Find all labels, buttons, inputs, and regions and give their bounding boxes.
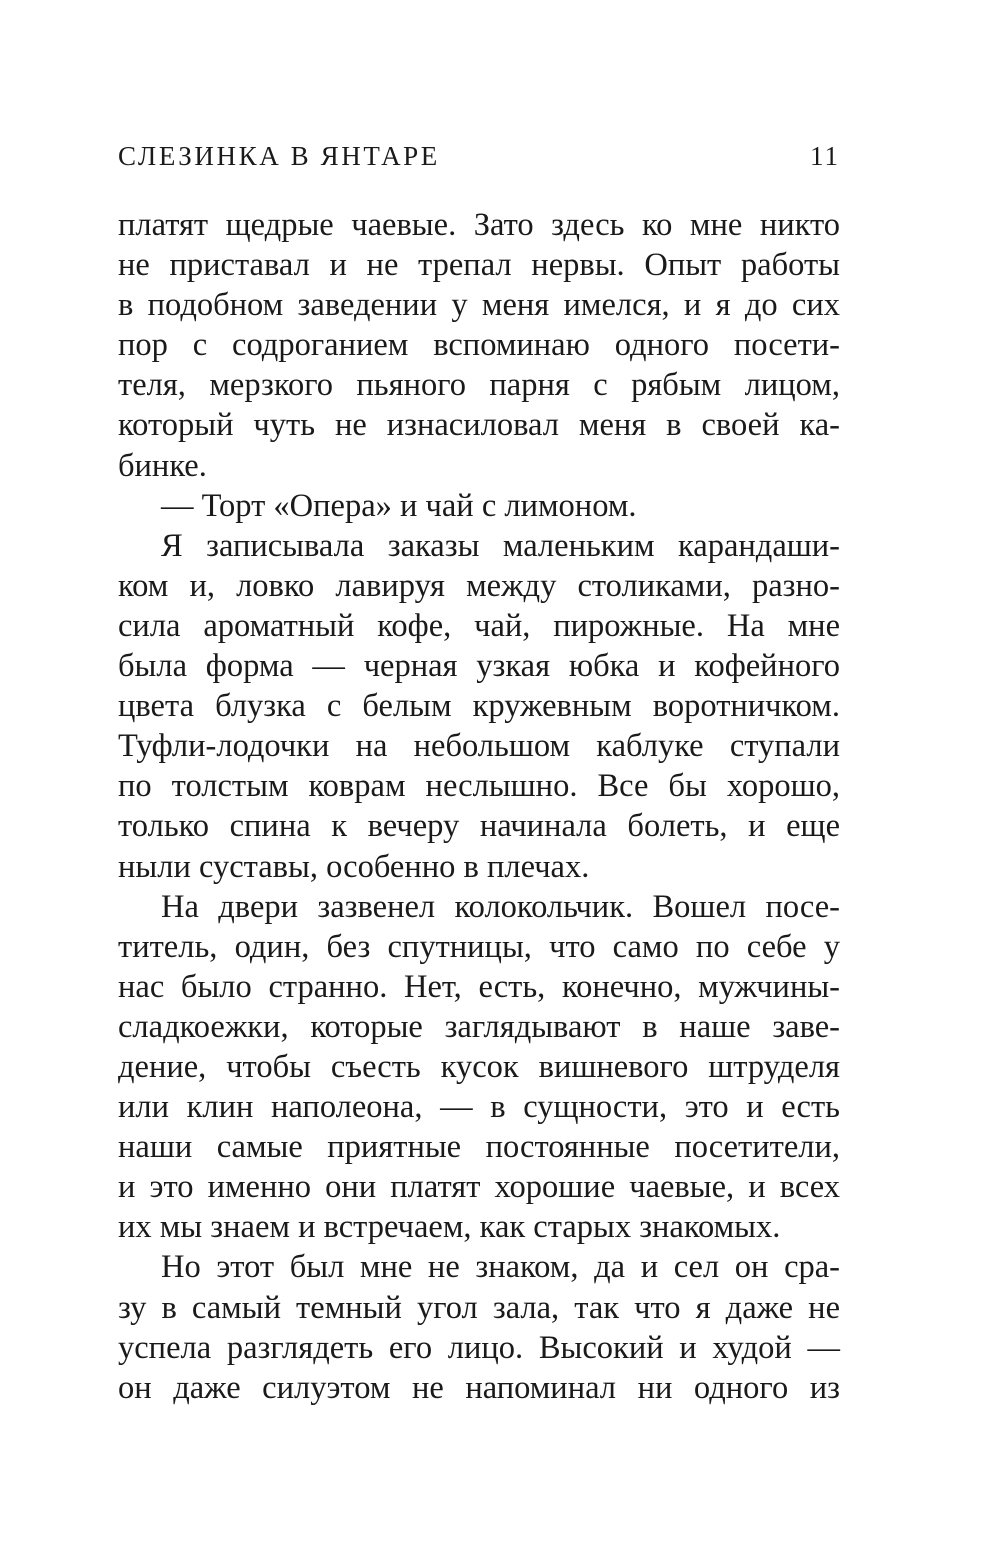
page-number: 11: [810, 141, 840, 171]
running-head: [118, 136, 840, 176]
text-line: он даже силуэтом не напоминал ни одного из: [118, 1369, 840, 1406]
text-line: бинке.: [118, 447, 207, 484]
text-line: ныли суставы, особенно в плечах.: [118, 848, 590, 885]
text-line: их мы знаем и встречаем, как старых знакомых.: [118, 1209, 781, 1246]
text-line: который чуть не изнасиловал меня в своей ка-: [118, 407, 840, 444]
text-line: — Торт «Опера» и чай с лимоном.: [161, 487, 637, 524]
running-title: СЛЕЗИНКА В ЯНТАРЕ: [118, 141, 440, 171]
text-line: пор с содроганием вспоминаю одного посети-: [118, 327, 840, 364]
text-line: по толстым коврам неслышно. Все бы хорошо,: [118, 768, 840, 805]
text-line: сладкоежки, которые заглядывают в наше заве-: [118, 1008, 840, 1045]
text-line: нас было странно. Нет, есть, конечно, мужчины-: [118, 968, 840, 1005]
text-line: или клин наполеона, — в сущности, это и есть: [118, 1089, 840, 1126]
text-line: не приставал и не трепал нервы. Опыт работы: [118, 247, 840, 284]
text-line: цвета блузка с белым кружевным воротничком.: [118, 688, 840, 725]
text-line: наши самые приятные постоянные посетители,: [118, 1129, 840, 1166]
text-line: и это именно они платят хорошие чаевые, и всех: [118, 1169, 840, 1206]
text-line: На двери зазвенел колокольчик. Вошел посе-: [161, 888, 840, 925]
text-line: была форма — черная узкая юбка и кофейного: [118, 648, 840, 685]
text-line: ком и, ловко лавируя между столиками, разно-: [118, 567, 840, 604]
text-line: платят щедрые чаевые. Зато здесь ко мне никто: [118, 207, 840, 243]
text-line: успела разглядеть его лицо. Высокий и худой —: [118, 1329, 840, 1366]
text-line: теля, мерзкого пьяного парня с рябым лицом,: [118, 367, 840, 404]
text-line: сила ароматный кофе, чай, пирожные. На мне: [118, 607, 840, 644]
text-line: Туфли-лодочки на небольшом каблуке ступали: [118, 728, 840, 765]
text-line: Я записывала заказы маленьким карандаши-: [161, 527, 840, 564]
text-line: дение, чтобы съесть кусок вишневого штруделя: [118, 1048, 840, 1085]
text-line: только спина к вечеру начинала болеть, и еще: [118, 808, 840, 845]
text-line: Но этот был мне не знаком, да и сел он сра-: [161, 1249, 840, 1286]
body-text: [118, 205, 840, 1408]
text-line: зу в самый темный угол зала, так что я даже не: [118, 1289, 840, 1326]
text-line: в подобном заведении у меня имелся, и я до сих: [118, 287, 840, 324]
text-line: титель, один, без спутницы, что само по себе у: [118, 928, 840, 965]
